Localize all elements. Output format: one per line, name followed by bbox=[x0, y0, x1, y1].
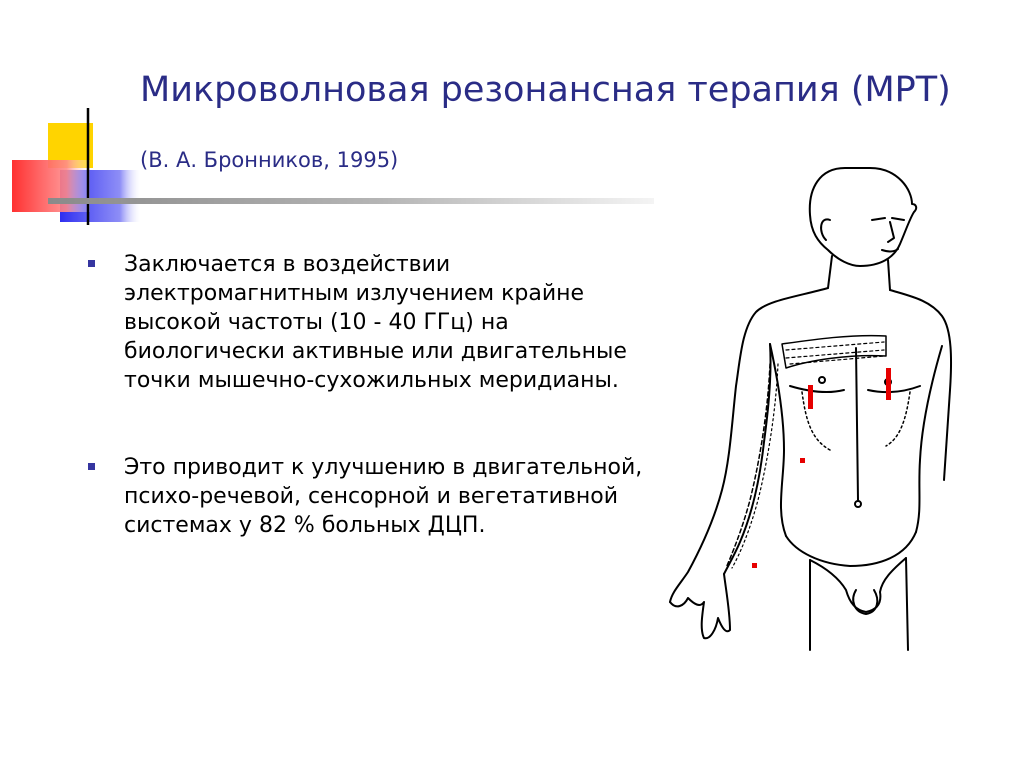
active-point-marker bbox=[808, 385, 813, 409]
genital-outline bbox=[853, 590, 877, 614]
arm-meridian-line bbox=[726, 364, 770, 568]
torso-left-side bbox=[770, 344, 786, 536]
left-nipple bbox=[819, 377, 825, 383]
bullet-text: Заключается в воздействии электромагнитным излучением крайне высокой частоты (10 - 40 ГГц) на биологически активные или двигательные точки мышечно-сухожильных меридианы. bbox=[124, 252, 627, 393]
bullet-item bbox=[88, 453, 648, 540]
left-arm-outer bbox=[670, 288, 828, 602]
bullet-item bbox=[88, 250, 648, 395]
title-divider bbox=[48, 198, 654, 204]
bullet-list bbox=[88, 250, 648, 540]
chest-line-right bbox=[868, 386, 920, 392]
bullet-square-icon bbox=[88, 260, 95, 267]
navel bbox=[855, 501, 861, 507]
neck-outline bbox=[828, 256, 890, 290]
left-arm-inner bbox=[724, 344, 771, 574]
human-body-meridian-illustration bbox=[660, 160, 960, 655]
chest-line-left bbox=[790, 386, 844, 392]
bullet-text: Это приводит к улучшению в двигательной, психо-речевой, сенсорной и вегетативной системах у 82 % больных ДЦП. bbox=[124, 455, 643, 538]
decorative-corner-graphic bbox=[0, 0, 160, 240]
active-point-marker bbox=[886, 368, 891, 400]
active-point-marker bbox=[800, 458, 805, 463]
bullet-square-icon bbox=[88, 463, 95, 470]
sternum-line bbox=[856, 348, 858, 500]
head-outline bbox=[810, 168, 916, 266]
deco-red-square bbox=[12, 160, 90, 212]
slide-subtitle: (В. А. Бронников, 1995) bbox=[140, 148, 399, 172]
torso-right-side bbox=[916, 346, 942, 532]
active-points bbox=[752, 368, 891, 568]
belly-outline bbox=[786, 532, 916, 566]
active-point-marker bbox=[752, 563, 757, 568]
leg-lines bbox=[810, 558, 908, 650]
ear-outline bbox=[821, 219, 830, 240]
meridian-band-hatching bbox=[786, 342, 884, 364]
slide-title: Микроволновая резонансная терапия (МРТ) bbox=[140, 70, 951, 110]
